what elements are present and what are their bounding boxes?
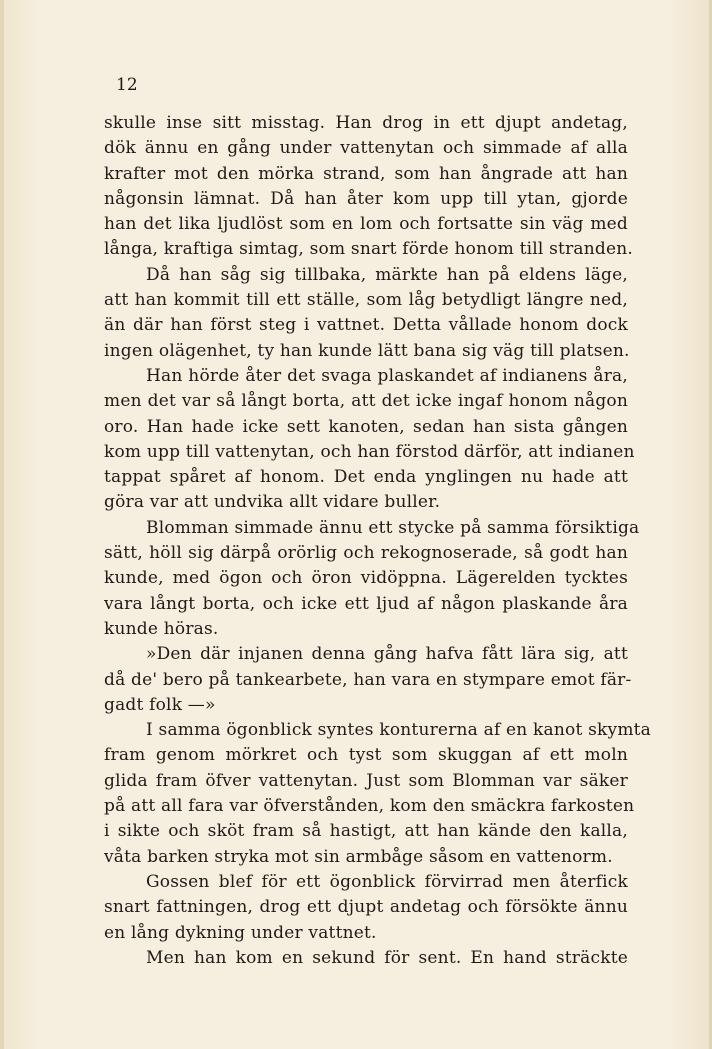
text-line: långa, kraftiga simtag, som snart förde honom till stranden. [104, 239, 633, 260]
text-line: skulle inse sitt misstag. Han drog in ett djupt andetag, [104, 113, 628, 133]
text-line: då de' bero på tankearbete, han vara en stympare emot fär- [104, 669, 632, 690]
text-line: han det lika ljudlöst som en lom och fortsatte sin väg med [104, 214, 628, 235]
text-line: göra var att undvika allt vidare buller. [104, 492, 441, 513]
page-edge-left [0, 0, 4, 1049]
paragraph-first-line: »Den där injanen denna gång hafva fått lära sig, att [146, 644, 628, 665]
text-line: på att all fara var öfverstånden, kom den smäckra farkosten [104, 796, 635, 817]
text-line: men det var så långt borta, att det icke ingaf honom någon [104, 391, 628, 412]
text-line: kunde, med ögon och öron vidöppna. Lägerelden tycktes [104, 568, 628, 589]
paragraph-first-line: Gossen blef för ett ögonblick förvirrad men återfick [146, 871, 628, 892]
text-line: tappat spåret af honom. Det enda ynglingen nu hade att [104, 467, 628, 488]
text-line: någonsin lämnat. Då han åter kom upp till ytan, gjorde [104, 188, 628, 209]
page-number: 12 [116, 75, 138, 95]
text-line: fram genom mörkret och tyst som skuggan af ett moln [104, 745, 628, 766]
text-line: ingen olägenhet, ty han kunde lätt bana sig väg till platsen. [104, 340, 630, 361]
paragraph-first-line: I samma ögonblick syntes konturerna af en kanot skymta [146, 720, 652, 741]
paragraph-first-line: Blomman simmade ännu ett stycke på samma försiktiga [146, 517, 640, 538]
paragraph-first-line: Han hörde åter det svaga plaskandet af indianens åra, [146, 365, 628, 386]
text-line: snart fattningen, drog ett djupt andetag och försökte ännu [104, 897, 628, 918]
text-line: dök ännu en gång under vattenytan och simmade af alla [104, 138, 628, 159]
paragraph-first-line: Då han såg sig tillbaka, märkte han på eldens läge, [146, 264, 628, 285]
body-text [104, 111, 652, 971]
text-line: än där han först steg i vattnet. Detta vållade honom dock [104, 315, 628, 336]
text-line: kom upp till vattenytan, och han förstod därför, att indianen [104, 441, 635, 462]
text-line: gadt folk —» [104, 694, 216, 715]
text-line: i sikte och sköt fram så hastigt, att han kände den kalla, [104, 821, 628, 842]
text-line: sätt, höll sig därpå orörlig och rekognoserade, så godt han [104, 543, 628, 564]
text-line: en lång dykning under vattnet. [104, 922, 377, 943]
text-line: att han kommit till ett ställe, som låg betydligt längre ned, [104, 290, 628, 311]
text-line: våta barken stryka mot sin armbåge såsom en vattenorm. [104, 846, 613, 867]
text-line: krafter mot den mörka strand, som han ångrade att han [104, 163, 628, 184]
paragraph-first-line: Men han kom en sekund för sent. En hand sträckte [146, 947, 628, 968]
text-line: oro. Han hade icke sett kanoten, sedan han sista gången [104, 416, 628, 437]
text-line: glida fram öfver vattenytan. Just som Blomman var säker [104, 770, 628, 791]
text-line: kunde höras. [104, 618, 219, 639]
text-line: vara långt borta, och icke ett ljud af någon plaskande åra [104, 593, 628, 614]
